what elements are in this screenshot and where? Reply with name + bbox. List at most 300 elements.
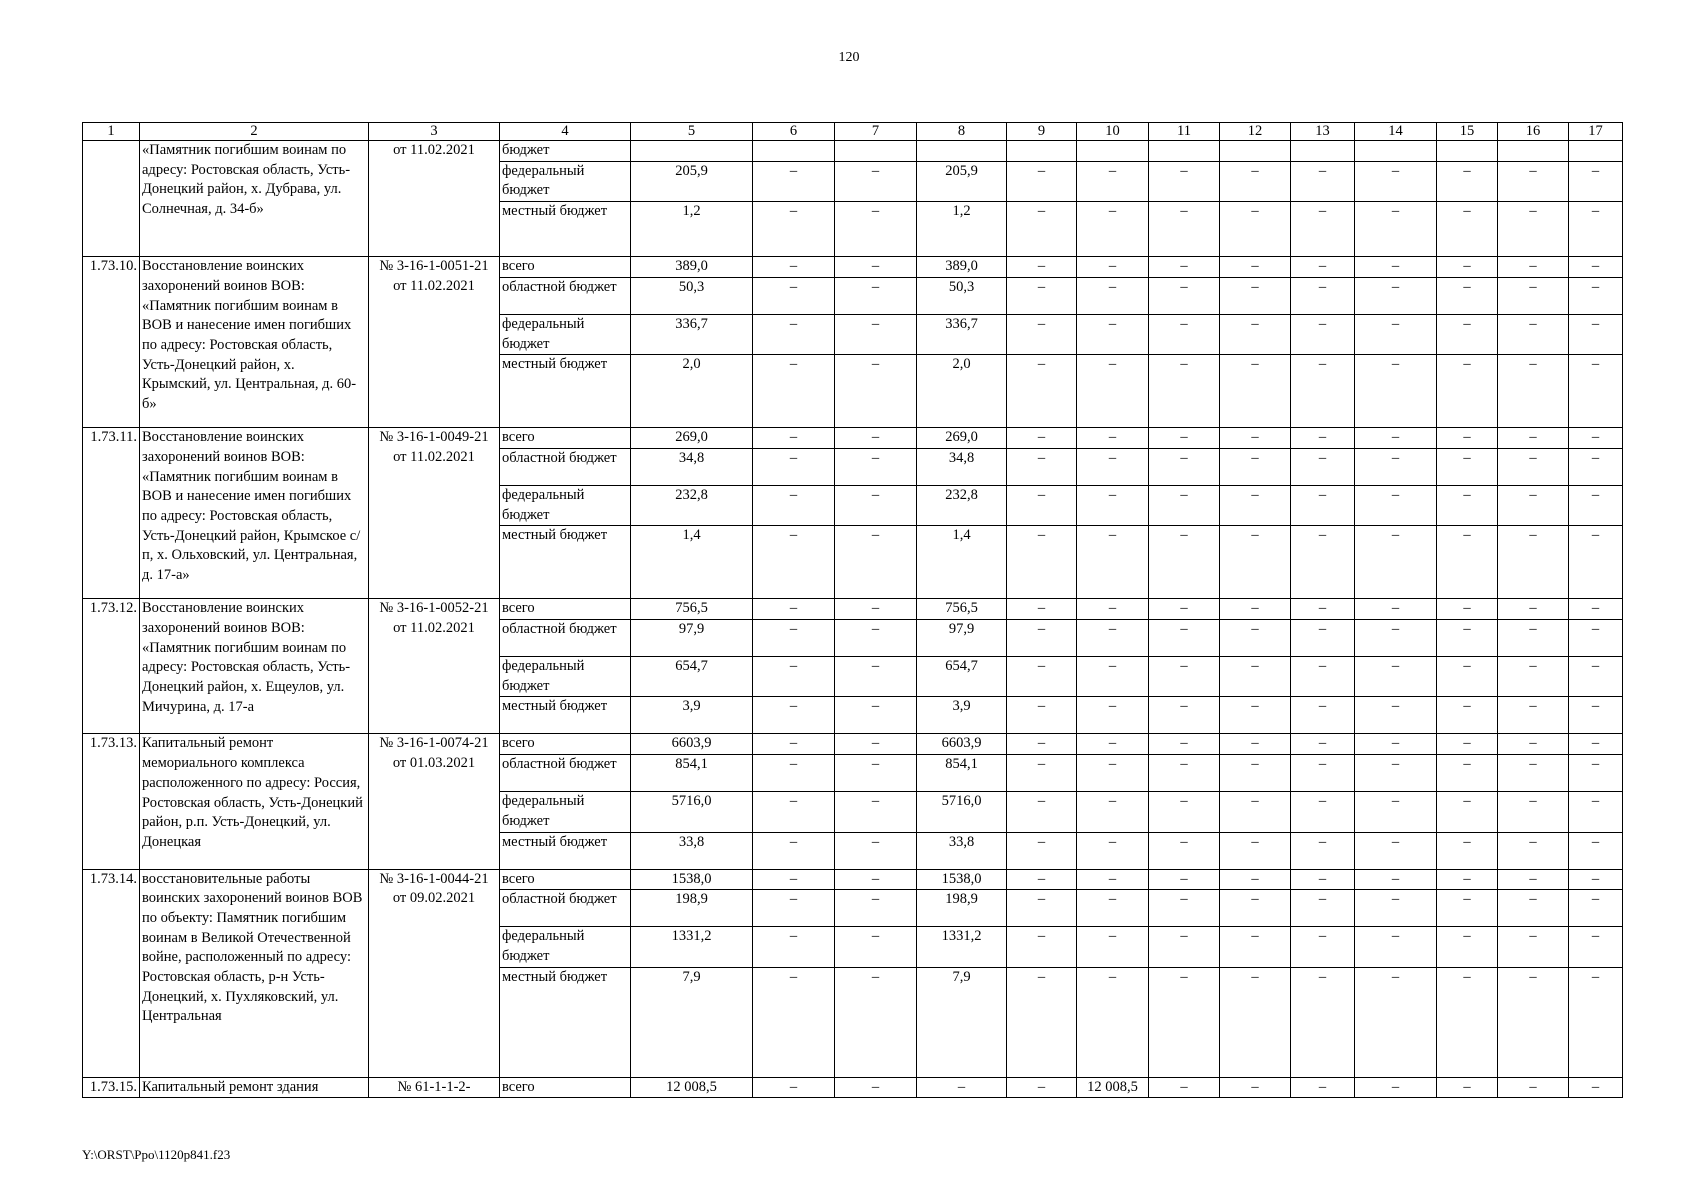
value-cell: 1,2 <box>917 202 1007 257</box>
value-cell: – <box>1355 1077 1437 1098</box>
value-cell: – <box>1220 526 1291 599</box>
value-cell: – <box>835 755 917 792</box>
value-cell: – <box>835 448 917 485</box>
value-cell: – <box>1355 890 1437 927</box>
value-cell: 3,9 <box>917 697 1007 734</box>
value-cell: – <box>1291 755 1355 792</box>
value-cell: – <box>1291 832 1355 869</box>
value-cell: – <box>1355 832 1437 869</box>
funding-source: федеральный бюджет <box>500 792 631 832</box>
value-cell: 269,0 <box>917 428 1007 449</box>
value-cell: – <box>1077 890 1149 927</box>
funding-source: областной бюджет <box>500 448 631 485</box>
column-header: 13 <box>1291 123 1355 141</box>
value-cell: – <box>835 277 917 314</box>
value-cell: – <box>1437 202 1498 257</box>
value-cell: – <box>1569 161 1623 201</box>
value-cell: 854,1 <box>631 755 753 792</box>
value-cell: – <box>1291 161 1355 201</box>
funding-source: федеральный бюджет <box>500 314 631 354</box>
value-cell: – <box>1437 314 1498 354</box>
value-cell: 97,9 <box>917 620 1007 657</box>
value-cell: 3,9 <box>631 697 753 734</box>
value-cell: – <box>1498 448 1569 485</box>
value-cell: – <box>1077 277 1149 314</box>
footer-file-path: Y:\ORST\Ppo\1120p841.f23 <box>82 1147 231 1162</box>
value-cell: – <box>1291 1077 1355 1098</box>
funding-source: федеральный бюджет <box>500 657 631 697</box>
value-cell: 389,0 <box>917 257 1007 278</box>
value-cell: – <box>1149 257 1220 278</box>
item-number: 1.73.11. <box>83 428 140 599</box>
value-cell: – <box>1149 277 1220 314</box>
value-cell: – <box>1355 657 1437 697</box>
funding-source: всего <box>500 1077 631 1098</box>
value-cell: – <box>1498 869 1569 890</box>
value-cell: – <box>1291 620 1355 657</box>
value-cell: – <box>1569 890 1623 927</box>
object-name: восстановительные работы воинских захоронений воинов ВОВ по объекту: Памятник погибшим воинам в Великой Отечественной войне, расположенный по адресу: Ростовская область, р-н Усть-Донецкий, х. Пухляковский, ул. Центральная <box>140 869 369 1077</box>
funding-source: областной бюджет <box>500 755 631 792</box>
document-number: № 3-16-1-0074-21 от 01.03.2021 <box>369 734 500 869</box>
value-cell: – <box>1220 869 1291 890</box>
value-cell: – <box>1149 202 1220 257</box>
value-cell: – <box>835 1077 917 1098</box>
value-cell: 6603,9 <box>917 734 1007 755</box>
column-header: 2 <box>140 123 369 141</box>
value-cell: – <box>1149 1077 1220 1098</box>
value-cell: – <box>1007 734 1077 755</box>
table-row <box>83 1077 1623 1098</box>
value-cell: 1331,2 <box>917 927 1007 967</box>
value-cell: – <box>1355 485 1437 525</box>
value-cell: – <box>753 755 835 792</box>
value-cell: – <box>753 869 835 890</box>
value-cell: 1,4 <box>631 526 753 599</box>
value-cell: – <box>1569 734 1623 755</box>
value-cell: – <box>1149 620 1220 657</box>
value-cell: – <box>753 890 835 927</box>
value-cell: – <box>1498 620 1569 657</box>
value-cell: – <box>1077 599 1149 620</box>
value-cell: – <box>1498 526 1569 599</box>
object-name: Восстановление воинских захоронений воинов ВОВ: «Памятник погибшим воинам в ВОВ и нанесение имен погибших по адресу: Ростовская область, Усть-Донецкий район, Крымское с/п, х. Ольховский, ул. Центральная, д. 17-а» <box>140 428 369 599</box>
value-cell: – <box>1569 355 1623 428</box>
document-number: № 3-16-1-0049-21 от 11.02.2021 <box>369 428 500 599</box>
value-cell: – <box>835 734 917 755</box>
value-cell: – <box>1077 314 1149 354</box>
value-cell: – <box>753 657 835 697</box>
value-cell: – <box>753 832 835 869</box>
value-cell: – <box>835 428 917 449</box>
value-cell: – <box>1149 927 1220 967</box>
value-cell: – <box>1007 161 1077 201</box>
value-cell: – <box>835 314 917 354</box>
value-cell: 7,9 <box>631 967 753 1077</box>
value-cell: 5716,0 <box>631 792 753 832</box>
value-cell: – <box>835 355 917 428</box>
funding-source: всего <box>500 734 631 755</box>
value-cell: – <box>1355 927 1437 967</box>
value-cell: – <box>1077 161 1149 201</box>
value-cell: – <box>1355 792 1437 832</box>
value-cell: 198,9 <box>917 890 1007 927</box>
value-cell: – <box>1007 755 1077 792</box>
value-cell: – <box>1355 967 1437 1077</box>
value-cell: 336,7 <box>917 314 1007 354</box>
value-cell: – <box>753 967 835 1077</box>
value-cell: 205,9 <box>631 161 753 201</box>
value-cell: 756,5 <box>917 599 1007 620</box>
value-cell: – <box>1007 314 1077 354</box>
value-cell: – <box>835 526 917 599</box>
value-cell: – <box>1149 697 1220 734</box>
value-cell: – <box>1437 792 1498 832</box>
value-cell: 97,9 <box>631 620 753 657</box>
column-header: 16 <box>1498 123 1569 141</box>
funding-source: бюджет <box>500 141 631 162</box>
funding-source: местный бюджет <box>500 832 631 869</box>
value-cell: – <box>1291 792 1355 832</box>
value-cell: – <box>753 161 835 201</box>
value-cell: – <box>1437 428 1498 449</box>
value-cell: – <box>1569 755 1623 792</box>
value-cell: – <box>1007 448 1077 485</box>
value-cell: – <box>1437 869 1498 890</box>
table-row <box>83 428 1623 449</box>
value-cell: – <box>1220 202 1291 257</box>
value-cell: – <box>1220 832 1291 869</box>
column-header: 1 <box>83 123 140 141</box>
value-cell: – <box>1569 967 1623 1077</box>
value-cell: – <box>1291 657 1355 697</box>
column-header: 14 <box>1355 123 1437 141</box>
value-cell: – <box>1220 355 1291 428</box>
value-cell: – <box>1007 697 1077 734</box>
column-header: 7 <box>835 123 917 141</box>
value-cell: – <box>1569 257 1623 278</box>
value-cell: – <box>1355 869 1437 890</box>
value-cell: – <box>1437 526 1498 599</box>
value-cell: – <box>1149 755 1220 792</box>
value-cell: – <box>1569 927 1623 967</box>
value-cell: – <box>1291 448 1355 485</box>
value-cell: – <box>1498 755 1569 792</box>
value-cell: – <box>1569 202 1623 257</box>
value-cell: – <box>835 792 917 832</box>
table-row <box>83 734 1623 755</box>
value-cell: – <box>1355 697 1437 734</box>
value-cell: – <box>1498 314 1569 354</box>
value-cell: – <box>1498 967 1569 1077</box>
page-number: 120 <box>838 50 860 65</box>
value-cell: 756,5 <box>631 599 753 620</box>
value-cell: – <box>1149 448 1220 485</box>
value-cell: 654,7 <box>631 657 753 697</box>
value-cell: – <box>1007 927 1077 967</box>
item-number <box>83 141 140 257</box>
value-cell: – <box>1437 967 1498 1077</box>
value-cell: – <box>1437 657 1498 697</box>
value-cell: – <box>1007 620 1077 657</box>
value-cell: – <box>1291 890 1355 927</box>
value-cell: – <box>1220 1077 1291 1098</box>
value-cell: – <box>1355 277 1437 314</box>
value-cell: – <box>1437 832 1498 869</box>
value-cell: – <box>1437 355 1498 428</box>
value-cell: – <box>1498 927 1569 967</box>
document-number: № 61-1-1-2- <box>369 1077 500 1098</box>
value-cell: – <box>1007 355 1077 428</box>
value-cell: – <box>1355 257 1437 278</box>
value-cell: – <box>1569 314 1623 354</box>
funding-source: местный бюджет <box>500 697 631 734</box>
value-cell: – <box>753 1077 835 1098</box>
value-cell: – <box>1007 1077 1077 1098</box>
value-cell: – <box>1007 657 1077 697</box>
value-cell: – <box>1077 485 1149 525</box>
value-cell: 1538,0 <box>917 869 1007 890</box>
object-name: Капитальный ремонт здания <box>140 1077 369 1098</box>
value-cell: 33,8 <box>631 832 753 869</box>
value-cell: – <box>1077 657 1149 697</box>
value-cell: – <box>1355 428 1437 449</box>
value-cell <box>1007 141 1077 162</box>
value-cell: 336,7 <box>631 314 753 354</box>
item-number: 1.73.13. <box>83 734 140 869</box>
value-cell: – <box>1355 755 1437 792</box>
value-cell: – <box>1220 927 1291 967</box>
value-cell: – <box>1077 755 1149 792</box>
funding-source: федеральный бюджет <box>500 927 631 967</box>
value-cell: – <box>1355 202 1437 257</box>
value-cell: 6603,9 <box>631 734 753 755</box>
value-cell: – <box>1498 485 1569 525</box>
value-cell: – <box>1291 314 1355 354</box>
value-cell: – <box>1498 257 1569 278</box>
funding-source: областной бюджет <box>500 620 631 657</box>
value-cell: – <box>835 967 917 1077</box>
value-cell <box>1220 141 1291 162</box>
value-cell: – <box>1149 599 1220 620</box>
item-number: 1.73.10. <box>83 257 140 428</box>
value-cell: – <box>1220 755 1291 792</box>
value-cell: – <box>1291 202 1355 257</box>
value-cell: 1331,2 <box>631 927 753 967</box>
value-cell: – <box>753 697 835 734</box>
object-name: Капитальный ремонт мемориального комплекса расположенного по адресу: Россия, Ростовская область, Усть-Донецкий район, р.п. Усть-Донецкий, ул. Донецкая <box>140 734 369 869</box>
column-header: 8 <box>917 123 1007 141</box>
value-cell: – <box>1007 869 1077 890</box>
value-cell: 269,0 <box>631 428 753 449</box>
value-cell <box>1077 141 1149 162</box>
funding-source: местный бюджет <box>500 202 631 257</box>
value-cell: 34,8 <box>631 448 753 485</box>
value-cell: 5716,0 <box>917 792 1007 832</box>
value-cell: – <box>1007 599 1077 620</box>
value-cell: – <box>1220 277 1291 314</box>
value-cell: – <box>1355 161 1437 201</box>
value-cell: – <box>1149 792 1220 832</box>
value-cell: 33,8 <box>917 832 1007 869</box>
value-cell: – <box>1007 257 1077 278</box>
value-cell: – <box>1149 526 1220 599</box>
object-name: Восстановление воинских захоронений воинов ВОВ: «Памятник погибшим воинам в ВОВ и нанесение имен погибших по адресу: Ростовская область, Усть-Донецкий район, х. Крымский, ул. Центральная, д. 60-б» <box>140 257 369 428</box>
value-cell: – <box>1007 832 1077 869</box>
value-cell <box>917 141 1007 162</box>
value-cell <box>1291 141 1355 162</box>
column-header: 9 <box>1007 123 1077 141</box>
value-cell: – <box>1437 485 1498 525</box>
value-cell: – <box>1077 202 1149 257</box>
object-name: Восстановление воинских захоронений воинов ВОВ: «Памятник погибшим воинам по адресу: Ростовская область, Усть-Донецкий район, х. Ещеулов, ул. Мичурина, д. 17-а <box>140 599 369 734</box>
value-cell <box>1355 141 1437 162</box>
value-cell: – <box>1077 734 1149 755</box>
value-cell: – <box>835 890 917 927</box>
table-row <box>83 141 1623 162</box>
value-cell: – <box>1077 967 1149 1077</box>
value-cell: – <box>1220 599 1291 620</box>
value-cell <box>1437 141 1498 162</box>
value-cell: – <box>1291 734 1355 755</box>
value-cell: – <box>1569 657 1623 697</box>
funding-source: местный бюджет <box>500 355 631 428</box>
value-cell: – <box>753 927 835 967</box>
value-cell: – <box>1498 428 1569 449</box>
funding-source: федеральный бюджет <box>500 161 631 201</box>
value-cell: – <box>753 428 835 449</box>
value-cell: – <box>1291 257 1355 278</box>
value-cell: – <box>1220 734 1291 755</box>
value-cell: 7,9 <box>917 967 1007 1077</box>
item-number: 1.73.14. <box>83 869 140 1077</box>
value-cell: – <box>1007 202 1077 257</box>
table-row <box>83 869 1623 890</box>
value-cell: – <box>1569 448 1623 485</box>
value-cell: – <box>1220 792 1291 832</box>
value-cell: – <box>1498 734 1569 755</box>
funding-source: федеральный бюджет <box>500 485 631 525</box>
value-cell: – <box>1149 890 1220 927</box>
value-cell <box>631 141 753 162</box>
document-number: № 3-16-1-0052-21 от 11.02.2021 <box>369 599 500 734</box>
value-cell: 854,1 <box>917 755 1007 792</box>
value-cell: – <box>1569 832 1623 869</box>
value-cell: – <box>835 202 917 257</box>
value-cell <box>835 141 917 162</box>
value-cell: – <box>1498 832 1569 869</box>
value-cell: – <box>1149 428 1220 449</box>
value-cell: – <box>1569 526 1623 599</box>
column-header: 11 <box>1149 123 1220 141</box>
value-cell: – <box>1569 620 1623 657</box>
value-cell: – <box>1077 832 1149 869</box>
value-cell: – <box>1437 927 1498 967</box>
value-cell: – <box>1498 890 1569 927</box>
value-cell <box>1498 141 1569 162</box>
value-cell: 232,8 <box>917 485 1007 525</box>
value-cell: – <box>1291 526 1355 599</box>
value-cell: 1,4 <box>917 526 1007 599</box>
value-cell: – <box>1220 314 1291 354</box>
value-cell: – <box>1291 927 1355 967</box>
value-cell: – <box>1220 448 1291 485</box>
value-cell: – <box>1355 734 1437 755</box>
value-cell: – <box>1220 428 1291 449</box>
value-cell: – <box>1355 620 1437 657</box>
column-header: 15 <box>1437 123 1498 141</box>
budget-table <box>82 122 1623 1098</box>
value-cell: – <box>1007 485 1077 525</box>
value-cell: – <box>1077 448 1149 485</box>
value-cell: 205,9 <box>917 161 1007 201</box>
value-cell: 1538,0 <box>631 869 753 890</box>
value-cell: – <box>1498 161 1569 201</box>
funding-source: областной бюджет <box>500 890 631 927</box>
value-cell: – <box>1149 657 1220 697</box>
funding-source: всего <box>500 428 631 449</box>
value-cell: – <box>835 485 917 525</box>
value-cell: – <box>835 620 917 657</box>
value-cell: 50,3 <box>917 277 1007 314</box>
value-cell: – <box>1437 890 1498 927</box>
value-cell: – <box>1498 277 1569 314</box>
value-cell: – <box>1077 792 1149 832</box>
value-cell: – <box>753 257 835 278</box>
value-cell: – <box>1149 355 1220 428</box>
value-cell: – <box>1149 832 1220 869</box>
value-cell: – <box>1149 314 1220 354</box>
value-cell: – <box>1498 657 1569 697</box>
value-cell: – <box>1355 526 1437 599</box>
column-header: 3 <box>369 123 500 141</box>
value-cell: – <box>1007 967 1077 1077</box>
value-cell: – <box>1355 355 1437 428</box>
funding-source: областной бюджет <box>500 277 631 314</box>
table-row <box>83 599 1623 620</box>
funding-source: всего <box>500 599 631 620</box>
value-cell: – <box>1077 526 1149 599</box>
column-header: 4 <box>500 123 631 141</box>
value-cell: – <box>1220 161 1291 201</box>
value-cell: – <box>753 485 835 525</box>
value-cell: – <box>1220 620 1291 657</box>
value-cell: – <box>1007 277 1077 314</box>
value-cell: – <box>1437 599 1498 620</box>
value-cell: – <box>1291 428 1355 449</box>
value-cell: – <box>1569 485 1623 525</box>
value-cell: – <box>1437 697 1498 734</box>
value-cell: – <box>1291 355 1355 428</box>
value-cell: – <box>835 657 917 697</box>
value-cell: – <box>835 257 917 278</box>
value-cell: 654,7 <box>917 657 1007 697</box>
column-header: 17 <box>1569 123 1623 141</box>
value-cell: – <box>1149 967 1220 1077</box>
value-cell: – <box>1569 277 1623 314</box>
document-number: № 3-16-1-0044-21 от 09.02.2021 <box>369 869 500 1077</box>
value-cell: 198,9 <box>631 890 753 927</box>
value-cell: – <box>753 448 835 485</box>
value-cell: – <box>1007 792 1077 832</box>
value-cell: – <box>1569 792 1623 832</box>
value-cell: – <box>1569 428 1623 449</box>
value-cell: 2,0 <box>917 355 1007 428</box>
value-cell: – <box>1569 599 1623 620</box>
value-cell: – <box>835 927 917 967</box>
value-cell: – <box>1007 428 1077 449</box>
value-cell: – <box>753 277 835 314</box>
